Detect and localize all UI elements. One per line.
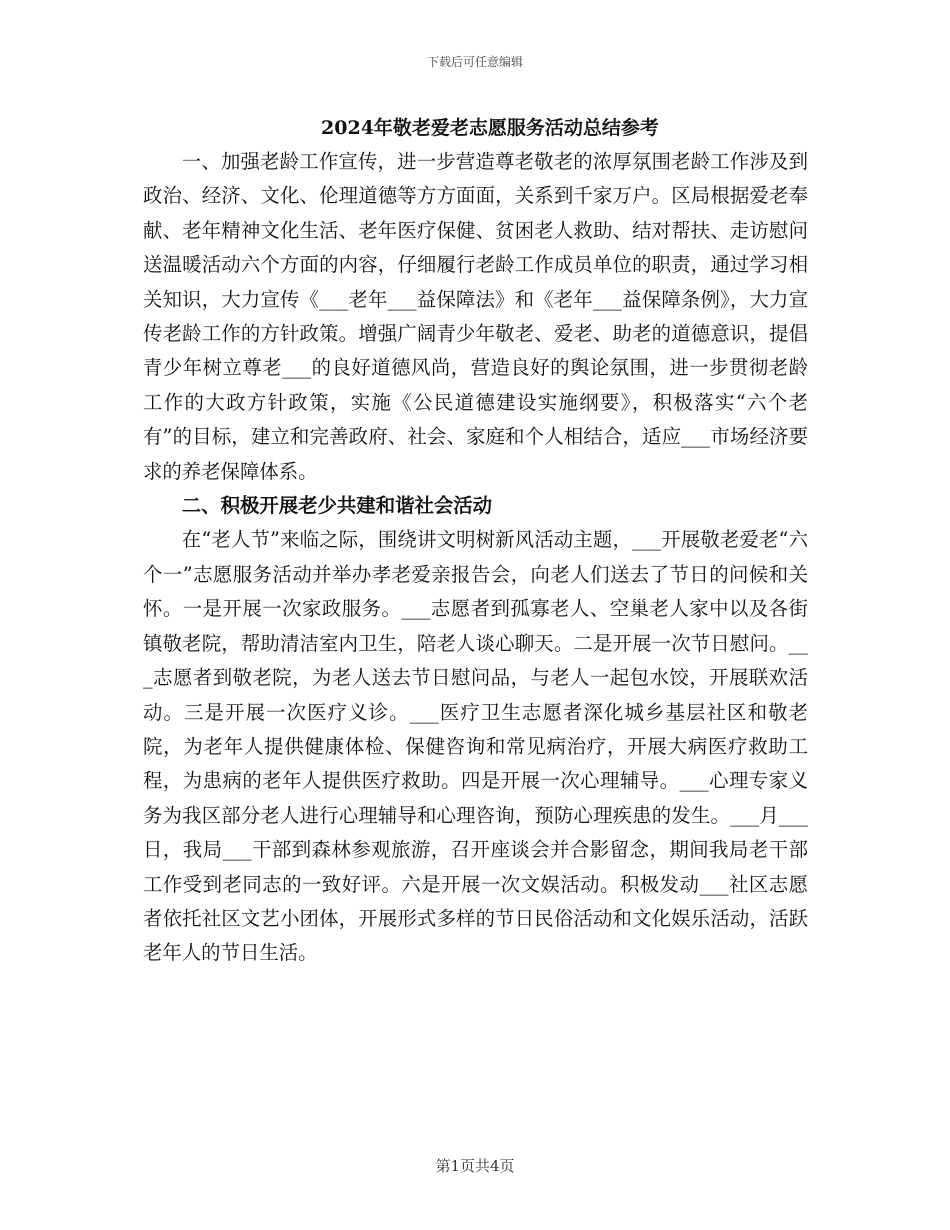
document-body <box>143 145 808 971</box>
paragraph-section-2: 在“老人节”来临之际，围绕讲文明树新风活动主题，___开展敬老爱老“六个一”志愿服务活动并举办孝老爱亲报告会，向老人们送去了节日的问候和关怀。一是开展一次家政服务。___志愿者到孤寡老人、空巢老人家中以及各街镇敬老院，帮助清洁室内卫生，陪老人谈心聊天。二是开展一次节日慰问。___志愿者到敬老院，为老人送去节日慰问品，与老人一起包水饺，开展联欢活动。三是开展一次医疗义诊。___医疗卫生志愿者深化城乡基层社区和敬老院，为老年人提供健康体检、保健咨询和常见病治疗，开展大病医疗救助工程，为患病的老年人提供医疗救助。四是开展一次心理辅导。___心理专家义务为我区部分老人进行心理辅导和心理咨询，预防心理疾患的发生。___月___日，我局___干部到森林参观旅游，召开座谈会并合影留念，期间我局老干部工作受到老同志的一致好评。六是开展一次文娱活动。积极发动___社区志愿者依托社区文艺小团体，开展形式多样的节日民俗活动和文化娱乐活动，活跃老年人的节日生活。 <box>143 528 808 965</box>
document-title: 2024年敬老爱老志愿服务活动总结参考 <box>321 117 659 139</box>
page-indicator: 第1页共4页 <box>435 1157 515 1175</box>
paragraph-section-1: 一、加强老龄工作宣传，进一步营造尊老敬老的浓厚氛围老龄工作涉及到政治、经济、文化、伦理道德等方方面面，关系到千家万户。区局根据爱老奉献、老年精神文化生活、老年医疗保健、贫困老人救助、结对帮扶、走访慰问送温暖活动六个方面的内容，仔细履行老龄工作成员单位的职责，通过学习相关知识，大力宣传《___老年___益保障法》和《老年___益保障条例》，大力宣传老龄工作的方针政策。增强广阔青少年敬老、爱老、助老的道德意识，提倡青少年树立尊老___的良好道德风尚，营造良好的舆论氛围，进一步贯彻老龄工作的大政方针政策，实施《公民道德建设实施纲要》，积极落实“六个老有”的目标，建立和完善政府、社会、家庭和个人相结合，适应___市场经济要求的养老保障体系。 <box>143 150 808 483</box>
section-2-heading: 二、积极开展老少共建和谐社会活动 <box>181 494 493 518</box>
header-note: 下载后可任意编辑 <box>426 55 523 69</box>
